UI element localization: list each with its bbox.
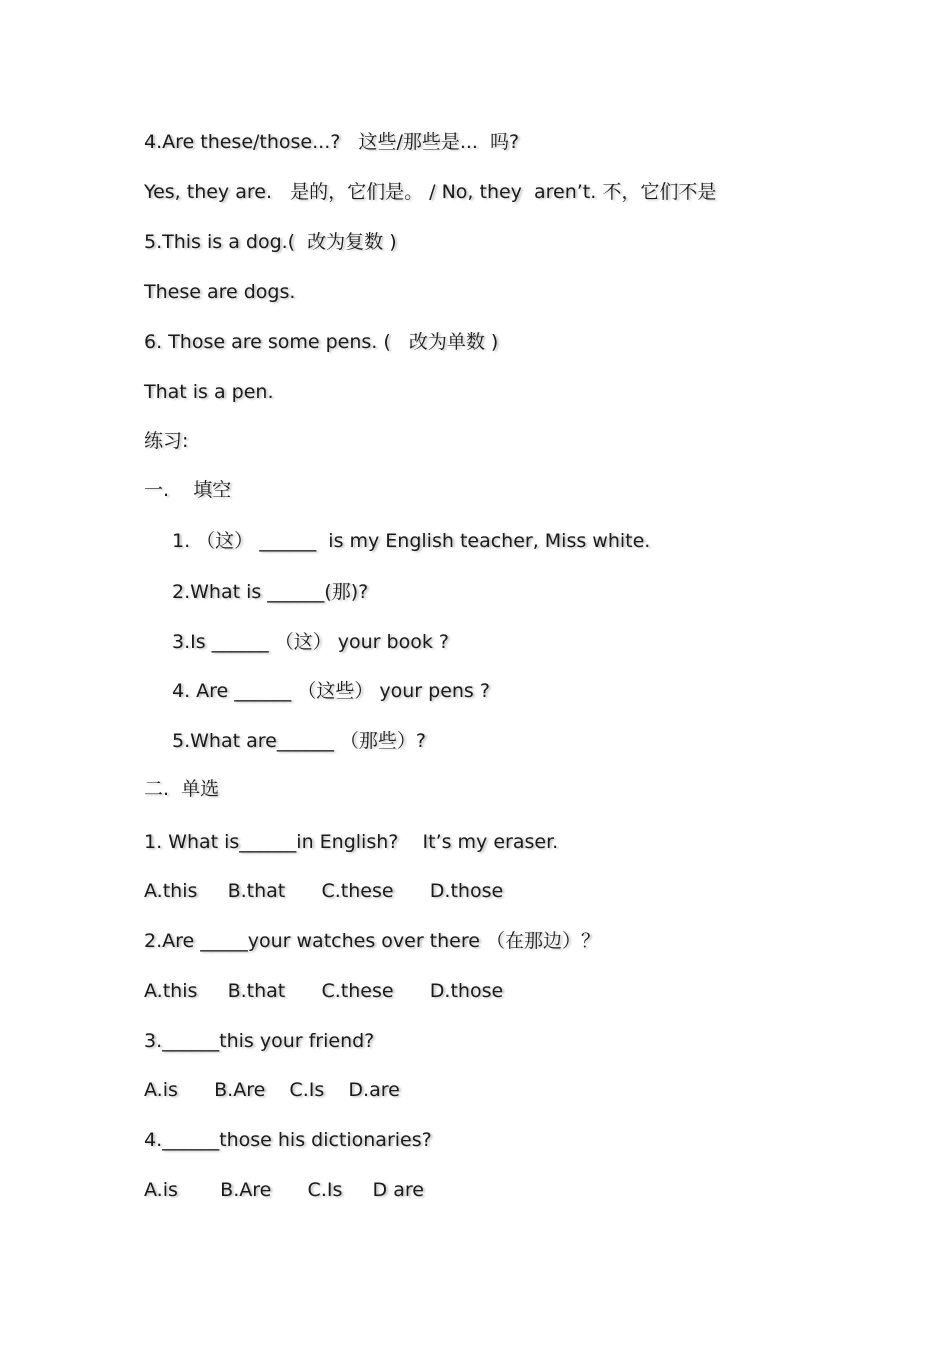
multiple-choice-question-3: 3.______this your friend? <box>144 1030 375 1052</box>
fill-blank-question-1: 1. （这） ______ is my English teacher, Miss white. <box>172 530 651 552</box>
grammar-answer-4: Yes, they are. 是的，它们是。 / No, they aren’t. 不，它们不是 <box>144 181 717 203</box>
grammar-point-4: 4.Are these/those...? 这些/那些是... 吗? <box>144 131 520 153</box>
multiple-choice-question-4: 4.______those his dictionaries? <box>144 1129 432 1151</box>
grammar-point-6: 6. Those are some pens. ( 改为单数 ) <box>144 331 499 353</box>
multiple-choice-section-heading: 二. 单选 <box>144 778 220 800</box>
grammar-answer-5: These are dogs. <box>144 281 296 303</box>
exercise-heading: 练习: <box>144 430 189 452</box>
grammar-point-5: 5.This is a dog.( 改为复数 ) <box>144 231 397 253</box>
multiple-choice-options-3: A.is B.Are C.Is D.are <box>144 1079 400 1101</box>
fill-blank-question-3: 3.Is ______ （这） your book ? <box>172 631 449 653</box>
fill-blank-question-5: 5.What are______ （那些）? <box>172 730 426 752</box>
multiple-choice-options-1: A.this B.that C.these D.those <box>144 880 504 902</box>
multiple-choice-options-4: A.is B.Are C.Is D are <box>144 1179 424 1201</box>
grammar-answer-6: That is a pen. <box>144 381 274 403</box>
fill-blank-section-heading: 一. 填空 <box>144 479 232 501</box>
fill-blank-question-4: 4. Are ______ （这些） your pens ? <box>172 680 490 702</box>
multiple-choice-options-2: A.this B.that C.these D.those <box>144 980 504 1002</box>
multiple-choice-question-2: 2.Are _____your watches over there （在那边）？ <box>144 930 600 952</box>
fill-blank-question-2: 2.What is ______(那)? <box>172 581 369 603</box>
multiple-choice-question-1: 1. What is______in English? It’s my eraser. <box>144 831 559 853</box>
